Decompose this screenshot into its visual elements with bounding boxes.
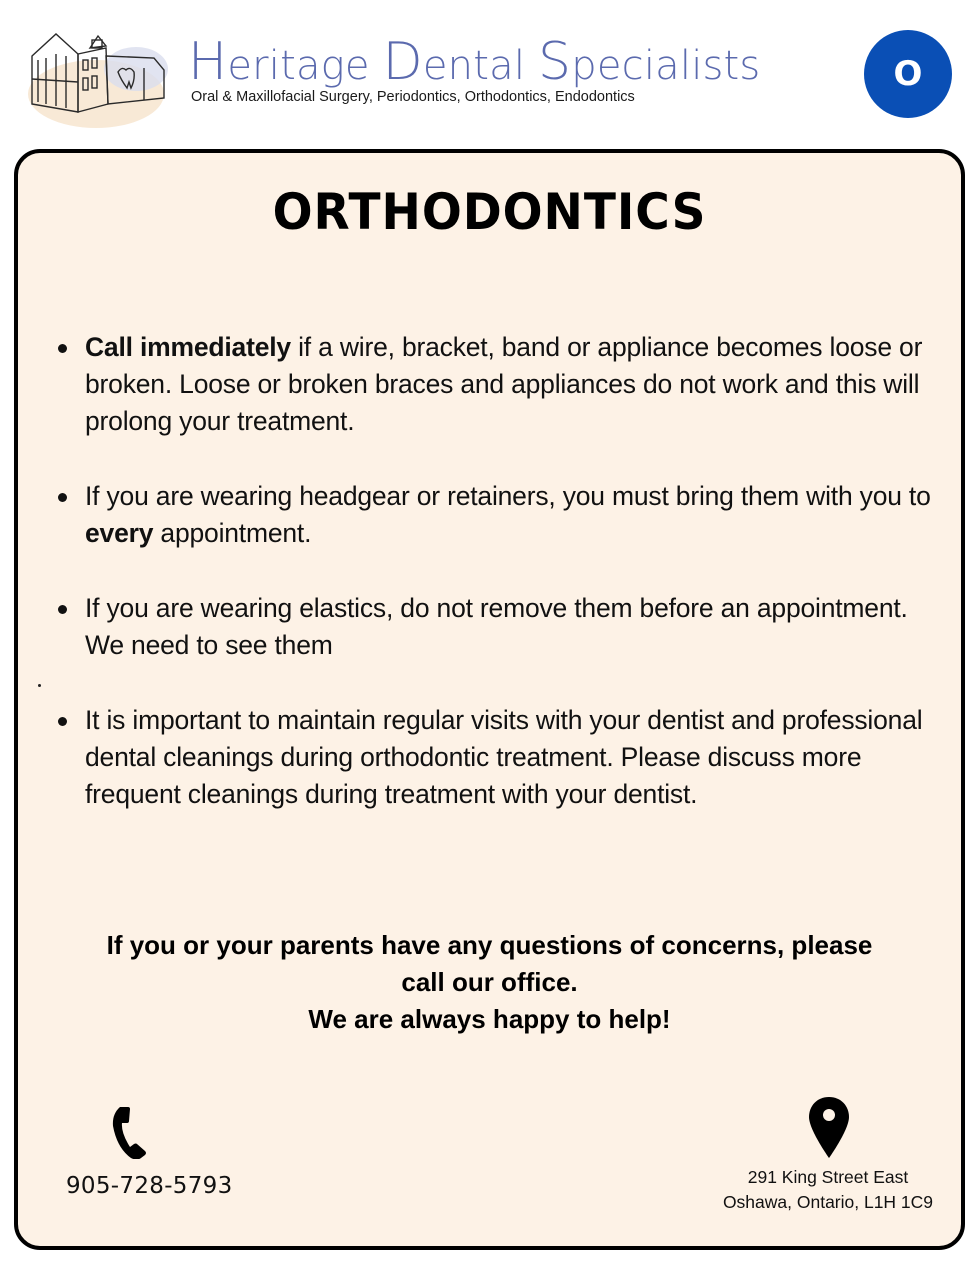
- brand-tagline: Oral & Maxillofacial Surgery, Periodontics, Orthodontics, Endodontics: [191, 89, 635, 105]
- bullet-text: if a wire, bracket, band or appliance becomes loose or broken. Loose or broken braces and appliances do not work and this will prolong your treatment.: [85, 332, 923, 436]
- brand-cap-s: S: [538, 32, 572, 92]
- closing-line: call our office.: [401, 967, 578, 997]
- brand-cap-d: D: [382, 32, 423, 92]
- address-line: Oshawa, Ontario, L1H 1C9: [722, 1192, 934, 1212]
- list-item: [54, 478, 934, 552]
- bullet-text: appointment.: [153, 518, 312, 548]
- list-item: [54, 590, 934, 664]
- map-pin-icon: [808, 1096, 850, 1160]
- closing-line: We are always happy to help!: [308, 1004, 671, 1034]
- closing-message: [18, 927, 961, 1038]
- content-card: [14, 149, 965, 1250]
- page-title: ORTHODONTICS: [272, 183, 707, 241]
- instructions-list: [54, 329, 934, 813]
- bullet-text: If you are wearing headgear or retainers, you must bring them with you to: [85, 481, 931, 511]
- bullet-text: It is important to maintain regular visits with your dentist and professional dental cleanings during orthodontic treatment. Please discuss more frequent cleanings during treatment with your dentist.: [85, 705, 923, 809]
- brand: [188, 32, 761, 105]
- stray-dot: [38, 684, 41, 687]
- phone-icon: [110, 1105, 156, 1159]
- brand-word-heritage: eritage: [227, 43, 383, 89]
- closing-line: If you or your parents have any questions of concerns, please: [106, 930, 873, 960]
- bullet-text: If you are wearing elastics, do not remove them before an appointment. We need to see them: [85, 593, 908, 660]
- bold-lead: Call immediately: [85, 332, 291, 362]
- phone-number[interactable]: 905-728-5793: [66, 1173, 233, 1199]
- brand-cap-h: H: [188, 32, 228, 92]
- section-letter-badge: O: [864, 30, 952, 118]
- bold-word: every: [85, 518, 154, 548]
- header: [0, 0, 980, 145]
- list-item: [54, 702, 934, 813]
- brand-word-dental: ental: [422, 43, 539, 89]
- address-line: 291 King Street East: [747, 1167, 909, 1187]
- brand-name: [188, 32, 761, 92]
- building-logo-icon: [26, 24, 171, 132]
- brand-word-specialists: pecialists: [571, 43, 761, 89]
- list-item: [54, 329, 934, 440]
- address: [708, 1165, 948, 1215]
